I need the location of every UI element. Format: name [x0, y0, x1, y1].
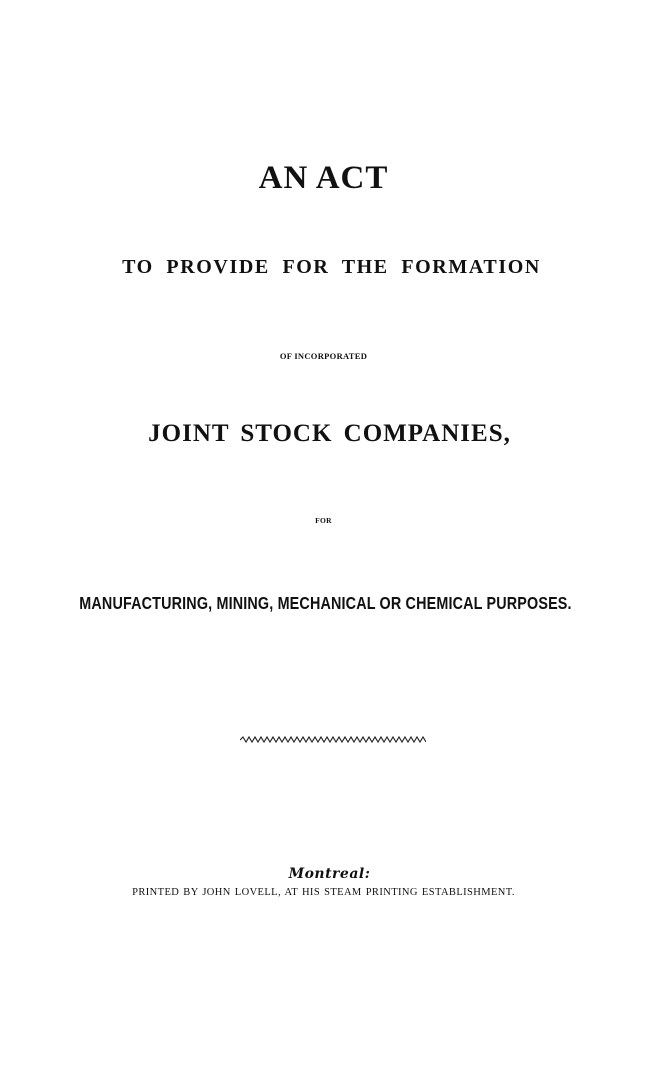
imprint-printer: PRINTED BY JOHN LOVELL, AT HIS STEAM PRINTING ESTABLISHMENT. [132, 887, 515, 898]
wavy-rule-ornament-icon [240, 735, 426, 745]
subtitle-line-4: FOR [315, 516, 332, 525]
imprint-city: Montreal: [288, 866, 371, 882]
subtitle-line-3: JOINT STOCK COMPANIES, [148, 420, 511, 447]
purposes-line: MANUFACTURING, MINING, MECHANICAL OR CHEMICAL PURPOSES. [79, 593, 572, 613]
document-title: AN ACT [258, 160, 389, 196]
subtitle-line-2: OF INCORPORATED [279, 351, 368, 361]
subtitle-line-1: TO PROVIDE FOR THE FORMATION [122, 256, 541, 278]
